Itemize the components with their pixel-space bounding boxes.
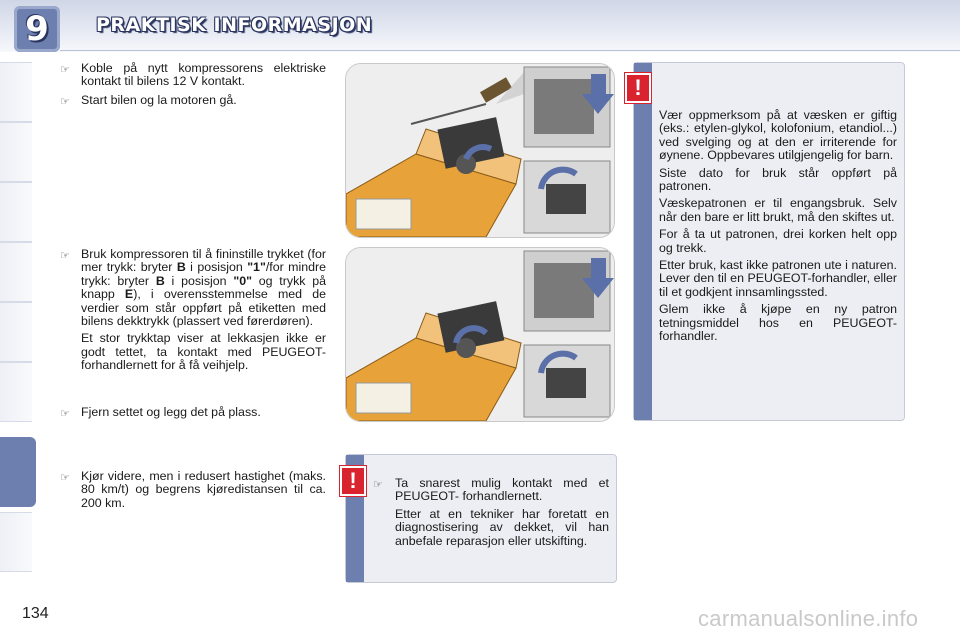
chapter-number: 9 [25, 9, 49, 49]
warning-box-contact-dealer [345, 454, 617, 583]
bullet-icon: ☞ [373, 479, 383, 491]
warning-paragraph: Etter at en tekniker har foretatt en diagnostisering av dekket, vil han anbefale reparasjon eller utskifting. [395, 506, 609, 548]
text-run: ), i overensstemmelse med de verdier som står oppført på etiketten med bilens dekktrykk (plassert ved førerdøren). [81, 287, 326, 329]
pressure-loss-note: Et stor trykktap viser at lekkasjen ikke er godt tettet, ta kontakt med PEUGEOT-forhandlernett for å få veihjelp. [81, 331, 326, 373]
warning-box-sealant [633, 62, 905, 421]
warning-paragraph: Væskepatronen er til engangsbruk. Selv når den bare er litt brukt, må den skiftes ut. [659, 196, 897, 224]
button-label: E [124, 287, 134, 302]
warning-strip [634, 63, 652, 420]
position-label: "1" [247, 260, 266, 275]
bullet-icon: ☞ [60, 472, 70, 484]
side-tab[interactable] [0, 302, 32, 362]
position-label: "0" [233, 273, 252, 288]
side-tab[interactable] [0, 512, 32, 572]
warning-paragraph: Etter bruk, kast ikke patronen ute i naturen. Lever den til en PEUGEOT-forhandler, eller til et godkjent innsamlingssted. [659, 258, 897, 299]
warning-paragraph: Siste dato for bruk står oppført på patronen. [659, 165, 897, 194]
bullet-icon: ☞ [60, 408, 70, 420]
side-tab[interactable] [0, 62, 32, 122]
watermark: carmanualsonline.info [698, 606, 919, 631]
switch-label: B [155, 273, 165, 288]
side-tab[interactable] [0, 182, 32, 242]
compressor-illustration [346, 64, 614, 237]
bullet-icon: ☞ [60, 96, 70, 108]
switch-label: B [176, 260, 186, 275]
warning-paragraph: Vær oppmerksom på at væsken er giftig (eks.: etylen-glykol, kolofonium, etandiol...) ved svelging og at den er irriterende for øynene. Oppbevares utilgjengelig for barn. [659, 108, 897, 163]
side-tab[interactable] [0, 122, 32, 182]
instruction-drive-slowly: Kjør videre, men i redusert hastighet (maks. 80 km/t) og begrens kjøredistansen til ca. 200 km. [81, 469, 326, 510]
figure-compressor-connect [345, 63, 615, 238]
instruction-adjust-pressure [81, 248, 326, 377]
instruction-remove-kit: Fjern settet og legg det på plass. [81, 405, 261, 419]
warning-paragraph: For å ta ut patronen, drei korken helt opp og trekk. [659, 227, 897, 255]
warning-contact-text [395, 477, 609, 552]
bullet-icon: ☞ [60, 64, 70, 76]
warning-paragraph: Glem ikke å kjøpe en ny patron tetningsmiddel hos en PEUGEOT-forhandler. [659, 302, 897, 344]
instruction-start-engine: Start bilen og la motoren gå. [81, 93, 237, 107]
side-tab[interactable] [0, 362, 32, 422]
page-number: 134 [22, 605, 49, 622]
text-run: i posisjon [164, 273, 234, 288]
side-tab-active[interactable] [0, 437, 36, 507]
page-title: PRAKTISK INFORMASJON [96, 14, 373, 36]
header-divider [60, 50, 960, 51]
instruction-reconnect: Koble på nytt kompressorens elektriske kontakt til bilens 12 V kontakt. [81, 61, 326, 89]
compressor-illustration [346, 248, 614, 421]
warning-sealant-text [659, 109, 897, 348]
side-tab[interactable] [0, 242, 32, 302]
bullet-icon: ☞ [60, 250, 70, 262]
warning-icon: ! [340, 466, 366, 496]
text-run: /for mindre trykk: bryter [81, 260, 327, 288]
chapter-tab[interactable] [14, 6, 60, 52]
text-run: i posisjon [185, 260, 248, 275]
warning-icon: ! [625, 73, 651, 103]
text-run: Bruk kompressoren til å fininstille trykket (for mer trykk: bryter [81, 247, 326, 275]
warning-paragraph: Ta snarest mulig kontakt med et PEUGEOT- forhandlernett. [395, 476, 609, 504]
text-run: og trykk på knapp [81, 273, 327, 302]
figure-compressor-adjust [345, 247, 615, 422]
